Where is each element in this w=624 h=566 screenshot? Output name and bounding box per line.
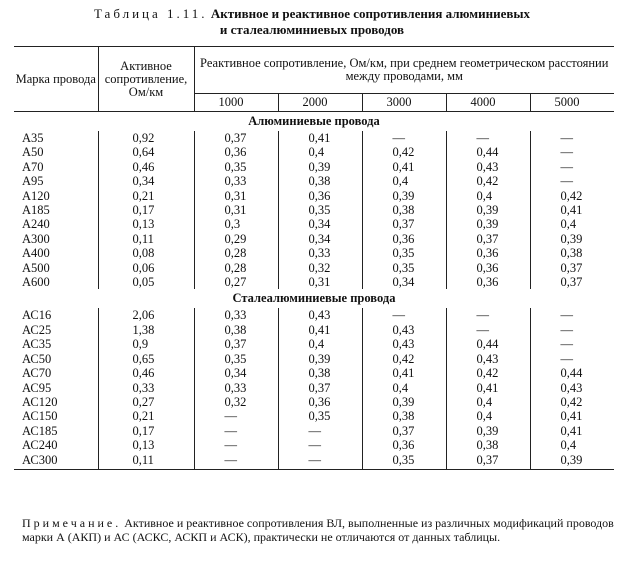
cell-reactive: 0,39 <box>530 453 614 470</box>
table-row <box>14 438 614 452</box>
table-row <box>14 275 614 289</box>
cell-active: 1,38 <box>98 323 194 337</box>
cell-reactive: 0,28 <box>194 246 278 260</box>
cell-reactive: 0,41 <box>278 131 362 145</box>
cell-reactive: 0,41 <box>362 160 446 174</box>
cell-reactive: 0,37 <box>278 381 362 395</box>
cell-reactive: 0,35 <box>362 453 446 470</box>
cell-mark: А35 <box>22 131 44 145</box>
table-row <box>14 145 614 159</box>
cell-active: 0,46 <box>98 366 194 380</box>
table-row <box>14 308 614 322</box>
cell-reactive: 0,44 <box>446 337 530 351</box>
cell-reactive: 0,37 <box>446 232 530 246</box>
cell-mark: А500 <box>22 260 50 275</box>
cell-reactive: 0,32 <box>194 395 278 409</box>
header-mark: Марка провода <box>14 47 98 112</box>
cell-reactive: 0,43 <box>446 160 530 174</box>
cell-reactive: 0,4 <box>446 189 530 203</box>
cell-reactive: 0,43 <box>362 323 446 337</box>
cell-mark: АС150 <box>22 409 58 424</box>
table-row <box>14 217 614 231</box>
cell-reactive: — <box>194 438 278 452</box>
cell-reactive: 0,37 <box>362 424 446 438</box>
note-text: Активное и реактивное сопротивления ВЛ, выполненные из различных модификаций проводов марки А (АКП) и АС (АСКС, АСКП и АСК), практически не отличаются от данных таблицы. <box>22 516 614 544</box>
cell-reactive: 0,39 <box>446 203 530 217</box>
cell-mark: АС120 <box>22 394 58 409</box>
cell-active: 0,17 <box>98 424 194 438</box>
header-active: Активное сопротивление, Ом/км <box>98 47 194 112</box>
cell-reactive: — <box>530 174 614 188</box>
cell-active: 0,11 <box>98 232 194 246</box>
cell-reactive: 0,35 <box>278 409 362 423</box>
cell-reactive: 0,38 <box>278 366 362 380</box>
cell-reactive: — <box>362 308 446 322</box>
cell-reactive: 0,41 <box>530 203 614 217</box>
cell-active: 0,13 <box>98 438 194 452</box>
cell-mark: А50 <box>22 145 44 160</box>
table-row <box>14 337 614 351</box>
cell-reactive: 0,38 <box>278 174 362 188</box>
cell-reactive: — <box>530 337 614 351</box>
cell-reactive: 0,38 <box>362 203 446 217</box>
table-row <box>14 366 614 380</box>
cell-active: 0,17 <box>98 203 194 217</box>
cell-reactive: 0,42 <box>446 174 530 188</box>
cell-reactive: — <box>530 131 614 145</box>
cell-reactive: 0,4 <box>362 381 446 395</box>
caption-lead: Таблица 1.11. <box>93 6 208 21</box>
cell-reactive: 0,43 <box>278 308 362 322</box>
table-row <box>14 160 614 174</box>
cell-reactive: 0,38 <box>446 438 530 452</box>
cell-reactive: 0,4 <box>446 395 530 409</box>
table-body <box>14 112 614 470</box>
cell-reactive: 0,37 <box>194 131 278 145</box>
section-header-row <box>14 112 614 132</box>
cell-reactive: — <box>278 438 362 452</box>
cell-mark: АС240 <box>22 438 58 453</box>
cell-active: 0,11 <box>98 453 194 470</box>
table-row <box>14 189 614 203</box>
cell-reactive: 0,42 <box>362 145 446 159</box>
cell-reactive: 0,4 <box>278 337 362 351</box>
cell-active: 0,05 <box>98 275 194 289</box>
cell-reactive: — <box>194 424 278 438</box>
table-row <box>14 203 614 217</box>
cell-reactive: 0,43 <box>446 352 530 366</box>
cell-reactive: 0,39 <box>278 160 362 174</box>
cell-reactive: 0,31 <box>194 189 278 203</box>
cell-reactive: — <box>446 308 530 322</box>
cell-reactive: 0,43 <box>530 381 614 395</box>
cell-reactive: 0,28 <box>194 261 278 275</box>
cell-reactive: 0,37 <box>362 217 446 231</box>
cell-active: 0,64 <box>98 145 194 159</box>
cell-reactive: 0,34 <box>194 366 278 380</box>
table-row <box>14 453 614 470</box>
cell-reactive: 0,39 <box>446 424 530 438</box>
cell-active: 0,33 <box>98 381 194 395</box>
cell-mark: АС300 <box>14 453 98 470</box>
table-row <box>14 174 614 188</box>
cell-mark: АС185 <box>22 423 58 438</box>
cell-reactive: 0,33 <box>194 381 278 395</box>
cell-reactive: 0,38 <box>530 246 614 260</box>
cell-reactive: 0,35 <box>194 160 278 174</box>
cell-reactive: 0,35 <box>362 261 446 275</box>
cell-reactive: 0,37 <box>530 261 614 275</box>
section-title: Сталеалюминиевые провода <box>232 291 396 306</box>
cell-mark: А95 <box>22 174 44 189</box>
cell-reactive: — <box>530 352 614 366</box>
cell-reactive: 0,31 <box>194 203 278 217</box>
cell-active: 0,34 <box>98 174 194 188</box>
cell-active: 2,06 <box>98 308 194 322</box>
cell-reactive: 0,33 <box>194 308 278 322</box>
cell-reactive: 0,31 <box>278 275 362 289</box>
cell-reactive: 0,41 <box>446 381 530 395</box>
cell-mark: А600 <box>22 275 50 290</box>
cell-reactive: 0,36 <box>278 189 362 203</box>
cell-reactive: 0,3 <box>194 217 278 231</box>
cell-mark: АС70 <box>22 366 52 381</box>
table-caption <box>0 6 624 38</box>
cell-reactive: 0,43 <box>362 337 446 351</box>
cell-reactive: — <box>530 145 614 159</box>
note-label: Примечание. <box>22 516 122 530</box>
header-distance: 2000 <box>278 94 362 112</box>
cell-active: 0,21 <box>98 409 194 423</box>
cell-reactive: 0,37 <box>446 453 530 470</box>
cell-active: 0,08 <box>98 246 194 260</box>
cell-reactive: 0,37 <box>194 337 278 351</box>
header-reactive: Реактивное сопротивление, Ом/км, при среднем геометрическом расстоянии между проводами, мм <box>194 47 614 94</box>
caption-line-2 <box>0 22 624 38</box>
cell-reactive: 0,36 <box>194 145 278 159</box>
cell-reactive: 0,39 <box>446 217 530 231</box>
cell-mark: А300 <box>22 231 50 246</box>
cell-reactive: 0,34 <box>362 275 446 289</box>
cell-reactive: 0,41 <box>530 409 614 423</box>
table-row <box>14 261 614 275</box>
resistance-table <box>14 46 614 470</box>
cell-reactive: 0,35 <box>194 352 278 366</box>
cell-reactive: 0,35 <box>362 246 446 260</box>
cell-reactive: 0,4 <box>362 174 446 188</box>
cell-reactive: — <box>362 131 446 145</box>
cell-active: 0,65 <box>98 352 194 366</box>
cell-reactive: — <box>446 131 530 145</box>
table-row <box>14 131 614 145</box>
cell-reactive: 0,4 <box>278 145 362 159</box>
cell-reactive: 0,27 <box>194 275 278 289</box>
cell-active: 0,21 <box>98 189 194 203</box>
cell-reactive: 0,44 <box>446 145 530 159</box>
cell-mark: А70 <box>22 159 44 174</box>
caption-title-1: Активное и реактивное сопротивления алюминиевых <box>210 6 531 21</box>
cell-reactive: 0,4 <box>530 438 614 452</box>
cell-reactive: 0,34 <box>278 232 362 246</box>
cell-active: 0,13 <box>98 217 194 231</box>
cell-reactive: 0,4 <box>530 217 614 231</box>
table-row <box>14 381 614 395</box>
table-row <box>14 246 614 260</box>
table-row <box>14 424 614 438</box>
cell-reactive: 0,42 <box>530 395 614 409</box>
section-header-row <box>14 289 614 308</box>
header-distance: 5000 <box>530 94 614 112</box>
cell-reactive: — <box>194 409 278 423</box>
cell-reactive: 0,42 <box>530 189 614 203</box>
cell-reactive: — <box>530 323 614 337</box>
cell-reactive: 0,36 <box>362 232 446 246</box>
cell-reactive: 0,36 <box>446 246 530 260</box>
cell-mark: АС50 <box>22 351 52 366</box>
cell-reactive: 0,39 <box>362 189 446 203</box>
cell-reactive: 0,32 <box>278 261 362 275</box>
table-row <box>14 352 614 366</box>
table-row <box>14 323 614 337</box>
cell-mark: АС35 <box>22 337 52 352</box>
header-distance: 4000 <box>446 94 530 112</box>
cell-mark: А185 <box>22 203 50 218</box>
cell-active: 0,9 <box>98 337 194 351</box>
cell-reactive: 0,29 <box>194 232 278 246</box>
cell-reactive: 0,33 <box>194 174 278 188</box>
cell-active: 0,06 <box>98 261 194 275</box>
cell-reactive: 0,41 <box>362 366 446 380</box>
cell-reactive: 0,34 <box>278 217 362 231</box>
cell-active: 0,27 <box>98 395 194 409</box>
table-note <box>22 516 614 544</box>
caption-line-1 <box>0 6 624 22</box>
cell-reactive: 0,38 <box>194 323 278 337</box>
header-distance: 1000 <box>194 94 278 112</box>
cell-reactive: 0,39 <box>530 232 614 246</box>
cell-reactive: 0,37 <box>530 275 614 289</box>
table-row <box>14 395 614 409</box>
cell-reactive: — <box>530 308 614 322</box>
cell-reactive: 0,39 <box>278 352 362 366</box>
cell-mark: АС95 <box>22 380 52 395</box>
cell-active: 0,46 <box>98 160 194 174</box>
cell-mark: АС25 <box>22 322 52 337</box>
cell-reactive: 0,38 <box>362 409 446 423</box>
cell-reactive: — <box>194 453 278 470</box>
cell-reactive: 0,36 <box>362 438 446 452</box>
caption-title-2: и сталеалюминиевых проводов <box>219 22 405 37</box>
table-row <box>14 232 614 246</box>
cell-reactive: 0,41 <box>278 323 362 337</box>
header-distance: 3000 <box>362 94 446 112</box>
cell-reactive: 0,42 <box>446 366 530 380</box>
cell-reactive: — <box>278 453 362 470</box>
cell-mark: А400 <box>22 246 50 261</box>
cell-reactive: 0,39 <box>362 395 446 409</box>
cell-reactive: 0,36 <box>278 395 362 409</box>
cell-mark: АС16 <box>22 308 52 323</box>
cell-reactive: — <box>278 424 362 438</box>
cell-reactive: 0,41 <box>530 424 614 438</box>
cell-reactive: 0,44 <box>530 366 614 380</box>
cell-reactive: 0,33 <box>278 246 362 260</box>
section-title: Алюминиевые провода <box>248 114 380 128</box>
table-row <box>14 409 614 423</box>
cell-reactive: 0,42 <box>362 352 446 366</box>
cell-reactive: 0,4 <box>446 409 530 423</box>
cell-mark: А240 <box>22 217 50 232</box>
cell-reactive: 0,36 <box>446 261 530 275</box>
cell-active: 0,92 <box>98 131 194 145</box>
cell-reactive: — <box>530 160 614 174</box>
cell-reactive: 0,36 <box>446 275 530 289</box>
cell-mark: А120 <box>22 188 50 203</box>
cell-reactive: — <box>446 323 530 337</box>
cell-reactive: 0,35 <box>278 203 362 217</box>
